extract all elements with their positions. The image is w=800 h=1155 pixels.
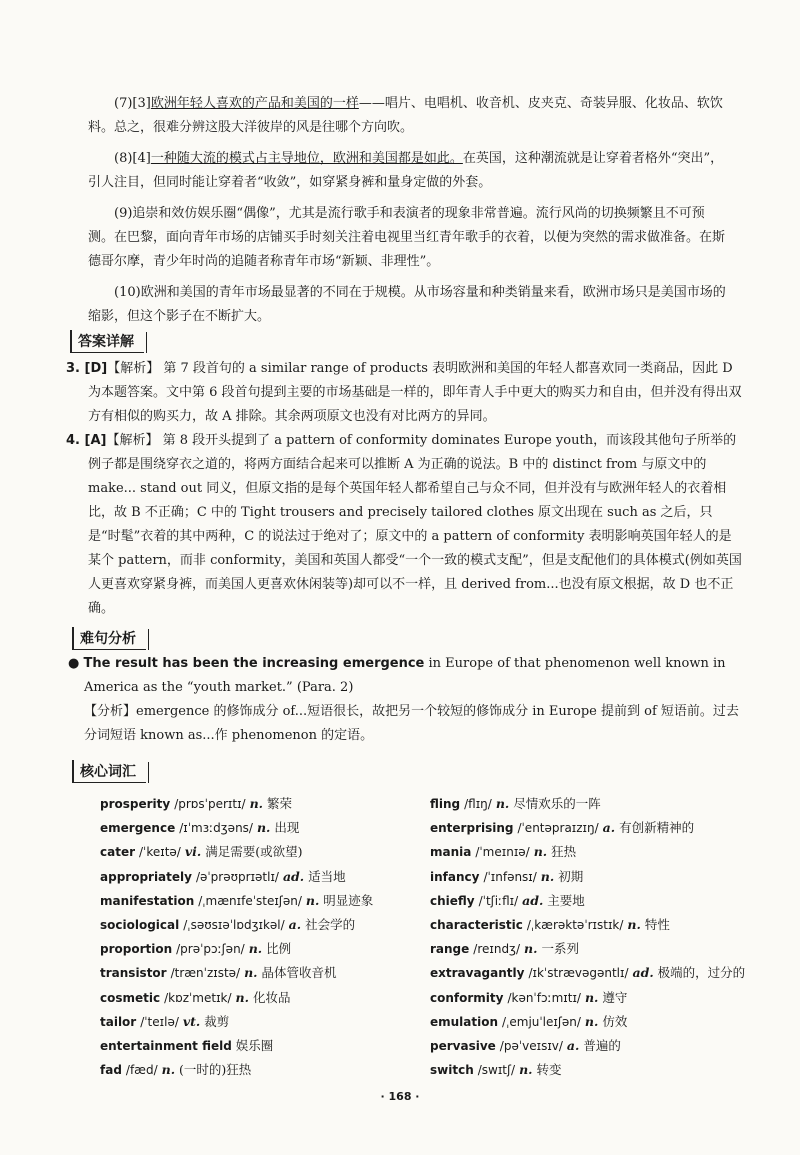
vocab-pos: n.	[256, 820, 271, 836]
vocab-pos: ad.	[282, 868, 305, 884]
section-heading-answers: 答案详解	[70, 330, 144, 353]
vocab-ipa: /ˈkeɪtə/	[139, 845, 181, 860]
vocab-word: pervasive	[430, 1039, 496, 1054]
vocab-meaning: 初期	[558, 868, 584, 884]
vocab-ipa: /ˌkærəktəˈrɪstɪk/	[526, 918, 624, 933]
vocab-ipa: /ˌemjuˈleɪʃən/	[502, 1014, 581, 1029]
translation-para-7: (7)[3]欧洲年轻人喜欢的产品和美国的一样——唱片、电唱机、收音机、皮夹克、奇装异服、化妆品、软饮料。总之，很难分辨这股大洋彼岸的风是往哪个方向吹。	[88, 96, 723, 135]
vocab-meaning: 遵守	[602, 989, 628, 1005]
vocab-entry	[430, 913, 770, 937]
vocab-word: infancy	[430, 869, 480, 884]
vocab-pos: n.	[249, 796, 264, 811]
vocab-ipa: /fæd/	[125, 1063, 158, 1078]
vocab-word: tailor	[100, 1014, 137, 1029]
vocab-ipa: /kənˈfɔːmɪtɪ/	[507, 990, 581, 1005]
vocab-entry	[430, 840, 770, 864]
vocab-word: prosperity	[100, 797, 171, 811]
vocab-word: range	[430, 942, 470, 957]
vocab-entry	[100, 865, 410, 889]
vocab-column-left	[100, 792, 410, 1082]
vocab-ipa: /ˈteɪlə/	[140, 1014, 179, 1029]
vocab-word: emergence	[100, 821, 176, 836]
vocab-ipa: /swɪtʃ/	[477, 1063, 516, 1078]
section-heading-difficult: 难句分析	[72, 627, 146, 650]
vocab-meaning: (一时的)狂热	[179, 1062, 252, 1078]
vocab-ipa: /ɪˈmɜːdʒəns/	[179, 821, 253, 836]
translation-para-10: (10)欧洲和美国的青年市场最显著的不同在于规模。从市场容量和种类销量来看，欧洲市场只是美国市场的缩影，但这个影子在不断扩大。	[88, 285, 726, 324]
vocab-entry	[100, 1058, 410, 1082]
vocab-word: proportion	[100, 942, 173, 957]
vocab-entry	[430, 1058, 770, 1082]
vocab-ipa: /ˌmænɪfeˈsteɪʃən/	[198, 893, 302, 908]
vocab-meaning: 满足需要(或欲望)	[205, 844, 303, 860]
vocab-meaning: 比例	[266, 941, 292, 957]
vocab-entry	[100, 889, 410, 913]
vocab-ipa: /prəˈpɔːʃən/	[176, 942, 245, 957]
vocab-pos: a.	[566, 1038, 580, 1054]
answer-item: 3. [D]【解析】 第 7 段首句的 a similar range of products 表明欧洲和美国的年轻人都喜欢同一类商品，因此 D 为本题答案。文中第 6 段首句提到主要的市场基础是一样的，即年青人手中更大的购买力和自由，但并没有得出双方有相似的购买力，故 A 排除。其余两项原文也没有对比两方的异同。	[66, 361, 742, 424]
vocab-ipa: /reɪndʒ/	[473, 942, 521, 957]
vocab-pos: n.	[244, 965, 258, 981]
vocab-ipa: /ˈentəpraɪzɪŋ/	[517, 821, 599, 836]
vocab-entry	[430, 986, 770, 1010]
vocab-entry	[100, 913, 410, 937]
answer-item: 4. [A]【解析】 第 8 段开头提到了 a pattern of conformity dominates Europe youth，而该段其他句子所举的例子都是围绕穿衣之道的，将两方面结合起来可以推断 A 为正确的说法。B 中的 distinct from 与原文中的 make... stand out 同义，但原文指的是每个英国年轻人都希望自己与众不同，但并没有与欧洲年轻人的衣着相比，故 B 不正确；C 中的 Tight trousers and precisely tailored clothes 原文出现在 such as 之后，只是“时髦”衣着的其中两种，C 的说法过于绝对了；原文中的 a pattern of conformity 表明影响英国年轻人的是某个 pattern，而非 conformity，美国和英国人都受“一个一致的模式支配”，但是支配他们的具体模式(例如英国人更喜欢穿紧身裤，而美国人更喜欢休闲装等)却可以不一样，且 derived from...也没有原文根据，故 D 也不正确。	[66, 433, 742, 616]
vocab-entry	[430, 816, 770, 840]
difficult-sentence: ● The result has been the increasing emergence in Europe of that phenomenon well known in America as the “youth market.” (Para. 2)	[68, 656, 726, 695]
translation-block	[88, 92, 728, 336]
vocab-word: cosmetic	[100, 990, 161, 1005]
vocab-entry	[100, 792, 410, 816]
translation-para-8: (8)[4]一种随大流的模式占主导地位，欧洲和美国都是如此。在英国，这种潮流就是让穿着者格外“突出”，引人注目，但同时能让穿着者“收敛”，如穿紧身裤和量身定做的外套。	[88, 151, 724, 190]
vocab-meaning: 极端的，过分的	[657, 965, 746, 981]
vocab-entry	[100, 816, 410, 840]
vocab-pos: a.	[288, 917, 302, 933]
vocab-entry	[100, 1034, 410, 1058]
vocab-entry	[430, 937, 770, 961]
vocab-meaning: 明显迹象	[323, 892, 374, 908]
vocab-entry	[100, 1010, 410, 1034]
vocab-pos: n.	[524, 941, 538, 957]
vocab-pos: n.	[235, 989, 249, 1005]
vocab-pos: n.	[627, 917, 641, 933]
vocab-entry	[430, 792, 770, 816]
vocab-meaning: 主要地	[547, 892, 585, 908]
vocab-word: fad	[100, 1063, 122, 1078]
vocab-meaning: 普遍的	[583, 1038, 621, 1054]
vocab-entry	[100, 840, 410, 864]
difficult-sentence-block	[68, 652, 748, 748]
answer-explanations	[66, 357, 744, 621]
difficult-analysis: 【分析】emergence 的修饰成分 of...短语很长，故把另一个较短的修饰成分 in Europe 提前到 of 短语前。过去分词短语 known as...作 phenomenon 的定语。	[84, 704, 739, 743]
vocab-word: appropriately	[100, 869, 192, 884]
vocab-meaning: 有创新精神的	[619, 820, 695, 836]
vocab-ipa: /ˈtʃiːflɪ/	[478, 893, 519, 908]
vocab-entry	[430, 1034, 770, 1058]
vocab-pos: n.	[161, 1062, 176, 1078]
vocab-entry	[430, 889, 770, 913]
vocab-entry	[430, 1010, 770, 1034]
vocab-ipa: /ˌsəʊsɪəˈlɒdʒɪkəl/	[183, 918, 285, 933]
vocab-column-right	[430, 792, 770, 1082]
vocab-ipa: /pəˈveɪsɪv/	[499, 1039, 563, 1054]
vocab-word: switch	[430, 1063, 474, 1078]
vocab-meaning: 晶体管收音机	[261, 965, 337, 981]
vocab-meaning: 适当地	[308, 868, 346, 884]
vocab-meaning: 转变	[536, 1062, 562, 1078]
vocab-word: chiefly	[430, 893, 475, 908]
vocab-entry	[100, 961, 410, 985]
page-number: · 168 ·	[380, 1090, 420, 1103]
vocab-word: mania	[430, 845, 472, 860]
vocab-word: conformity	[430, 990, 504, 1005]
vocab-meaning: 一系列	[541, 941, 579, 957]
vocab-word: transistor	[100, 966, 167, 981]
vocab-pos: n.	[305, 892, 320, 908]
vocab-pos: ad.	[632, 965, 654, 981]
vocab-meaning: 化妆品	[252, 989, 291, 1005]
vocab-word: fling	[430, 797, 461, 811]
bullet-icon: ●	[68, 656, 80, 671]
vocab-pos: n.	[584, 1013, 599, 1029]
vocab-word: extravagantly	[430, 966, 525, 981]
vocab-pos: n.	[495, 796, 510, 811]
vocab-entry	[100, 986, 410, 1010]
vocab-meaning: 出现	[274, 820, 300, 836]
vocab-pos: n.	[533, 844, 548, 860]
vocab-ipa: /ˈmeɪnɪə/	[475, 845, 530, 860]
vocab-ipa: /ɪkˈstrævəgəntlɪ/	[528, 966, 629, 981]
vocab-pos: a.	[602, 820, 616, 836]
vocab-ipa: /flɪŋ/	[464, 797, 492, 811]
vocab-meaning: 特性	[644, 917, 670, 933]
vocab-ipa: /prɒsˈperɪtɪ/	[174, 797, 246, 811]
vocab-meaning: 仿效	[602, 1013, 628, 1029]
vocab-ipa: /ˈɪnfənsɪ/	[483, 869, 537, 884]
vocab-word: manifestation	[100, 893, 195, 908]
vocab-ipa: /trænˈzɪstə/	[170, 966, 241, 981]
vocab-meaning: 娱乐圈	[235, 1038, 274, 1054]
vocab-word: emulation	[430, 1014, 499, 1029]
vocab-word: entertainment field	[100, 1039, 232, 1054]
section-heading-vocab: 核心词汇	[72, 760, 146, 783]
vocab-ipa: /kɒzˈmetɪk/	[164, 990, 232, 1005]
vocab-meaning: 社会学的	[305, 917, 356, 933]
vocab-meaning: 狂热	[551, 844, 577, 860]
vocab-meaning: 裁剪	[204, 1013, 230, 1029]
vocab-pos: vt.	[182, 1013, 201, 1029]
vocab-entry	[100, 937, 410, 961]
vocab-entry	[430, 961, 770, 985]
vocab-pos: n.	[584, 989, 599, 1005]
vocab-pos: n.	[519, 1062, 533, 1078]
vocab-meaning: 尽情欢乐的一阵	[513, 796, 601, 811]
vocab-word: characteristic	[430, 918, 523, 933]
vocab-pos: vi.	[184, 844, 202, 860]
vocab-entry	[430, 865, 770, 889]
vocab-pos: ad.	[522, 892, 544, 908]
vocab-word: sociological	[100, 918, 180, 933]
vocab-ipa: /əˈprəʊprɪətlɪ/	[195, 869, 279, 884]
vocab-pos: n.	[248, 941, 263, 957]
vocab-word: enterprising	[430, 821, 514, 836]
vocab-meaning: 繁荣	[267, 796, 293, 811]
translation-para-9: (9)追崇和效仿娱乐圈“偶像”，尤其是流行歌手和表演者的现象非常普遍。流行风尚的切换频繁且不可预测。在巴黎，面向青年市场的店铺买手时刻关注着电视里当红青年歌手的衣着，以便为突然的需求做准备。在斯德哥尔摩，青少年时尚的追随者称青年市场“新颖、非理性”。	[88, 206, 726, 269]
vocab-pos: n.	[540, 868, 555, 884]
vocab-word: cater	[100, 845, 136, 860]
